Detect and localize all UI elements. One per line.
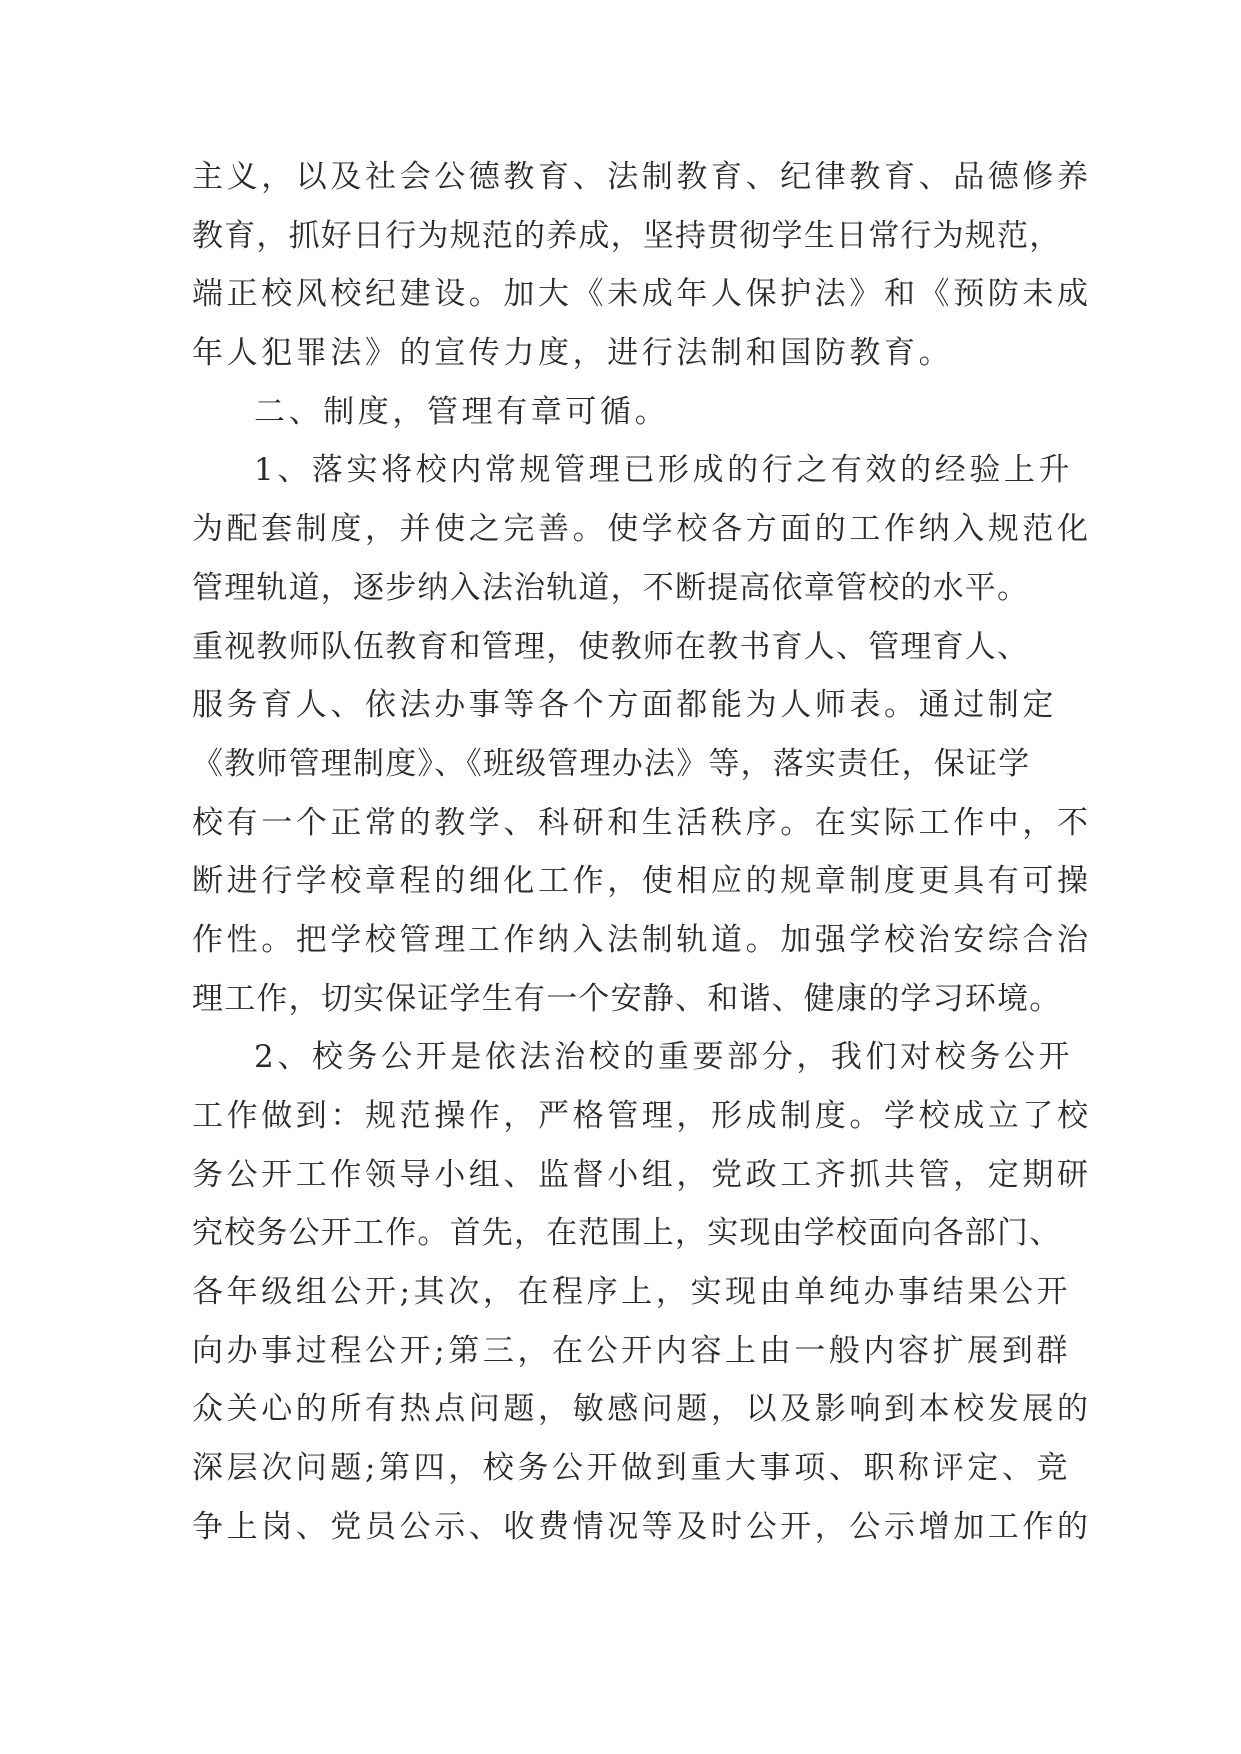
text-line: 年人犯罪法》的宣传力度，进行法制和国防教育。: [192, 335, 954, 372]
text-line: 主义，以及社会公德教育、法制教育、纪律教育、品德修养: [192, 159, 1092, 195]
text-line: 为配套制度，并使之完善。使学校各方面的工作纳入规范化: [192, 511, 1092, 548]
text-line: 端正校风校纪建设。加大《未成年人保护法》和《预防未成: [192, 276, 1092, 313]
text-line: 众关心的所有热点问题，敏感问题，以及影响到本校发展的: [192, 1391, 1092, 1428]
text-line: 务公开工作领导小组、监督小组，党政工齐抓共管，定期研: [192, 1156, 1092, 1193]
text-line: 服务育人、依法办事等各个方面都能为人师表。通过制定: [192, 687, 1057, 724]
paragraph-start: 1、落实将校内常规管理已形成的行之有效的经验上升: [254, 452, 1074, 489]
text-line: 各年级组公开;其次，在程序上，实现由单纯办事结果公开: [192, 1274, 1072, 1311]
text-line: 向办事过程公开;第三，在公开内容上由一般内容扩展到群: [192, 1332, 1072, 1369]
text-line: 工作做到：规范操作，严格管理，形成制度。学校成立了校: [192, 1098, 1092, 1134]
text-line: 争上岗、党员公示、收费情况等及时公开，公示增加工作的: [192, 1508, 1092, 1545]
section-heading: 二、制度，管理有章可循。: [254, 393, 670, 430]
text-line: 断进行学校章程的细化工作，使相应的规章制度更具有可操: [192, 863, 1092, 900]
text-line: 管理轨道，逐步纳入法治轨道，不断提高依章管校的水平。: [192, 569, 1030, 606]
text-line: 教育，抓好日行为规范的养成，坚持贯彻学生日常行为规范，: [192, 217, 1062, 254]
text-line: 深层次问题;第四，校务公开做到重大事项、职称评定、竞: [192, 1450, 1072, 1487]
text-line: 理工作，切实保证学生有一个安静、和谐、健康的学习环境。: [192, 980, 1062, 1017]
text-line: 《教师管理制度》、《班级管理办法》等，落实责任，保证学: [192, 745, 1031, 782]
text-line: 作性。把学校管理工作纳入法制轨道。加强学校治安综合治: [192, 921, 1092, 958]
document-body: [192, 148, 1092, 1557]
text-line: 究校务公开工作。首先，在范围上，实现由学校面向各部门、: [192, 1215, 1062, 1252]
paragraph-start: 2、校务公开是依法治校的重要部分，我们对校务公开: [254, 1039, 1074, 1076]
text-line: 校有一个正常的教学、科研和生活秩序。在实际工作中，不: [192, 804, 1092, 841]
text-line: 重视教师队伍教育和管理，使教师在教书育人、管理育人、: [192, 628, 1030, 665]
